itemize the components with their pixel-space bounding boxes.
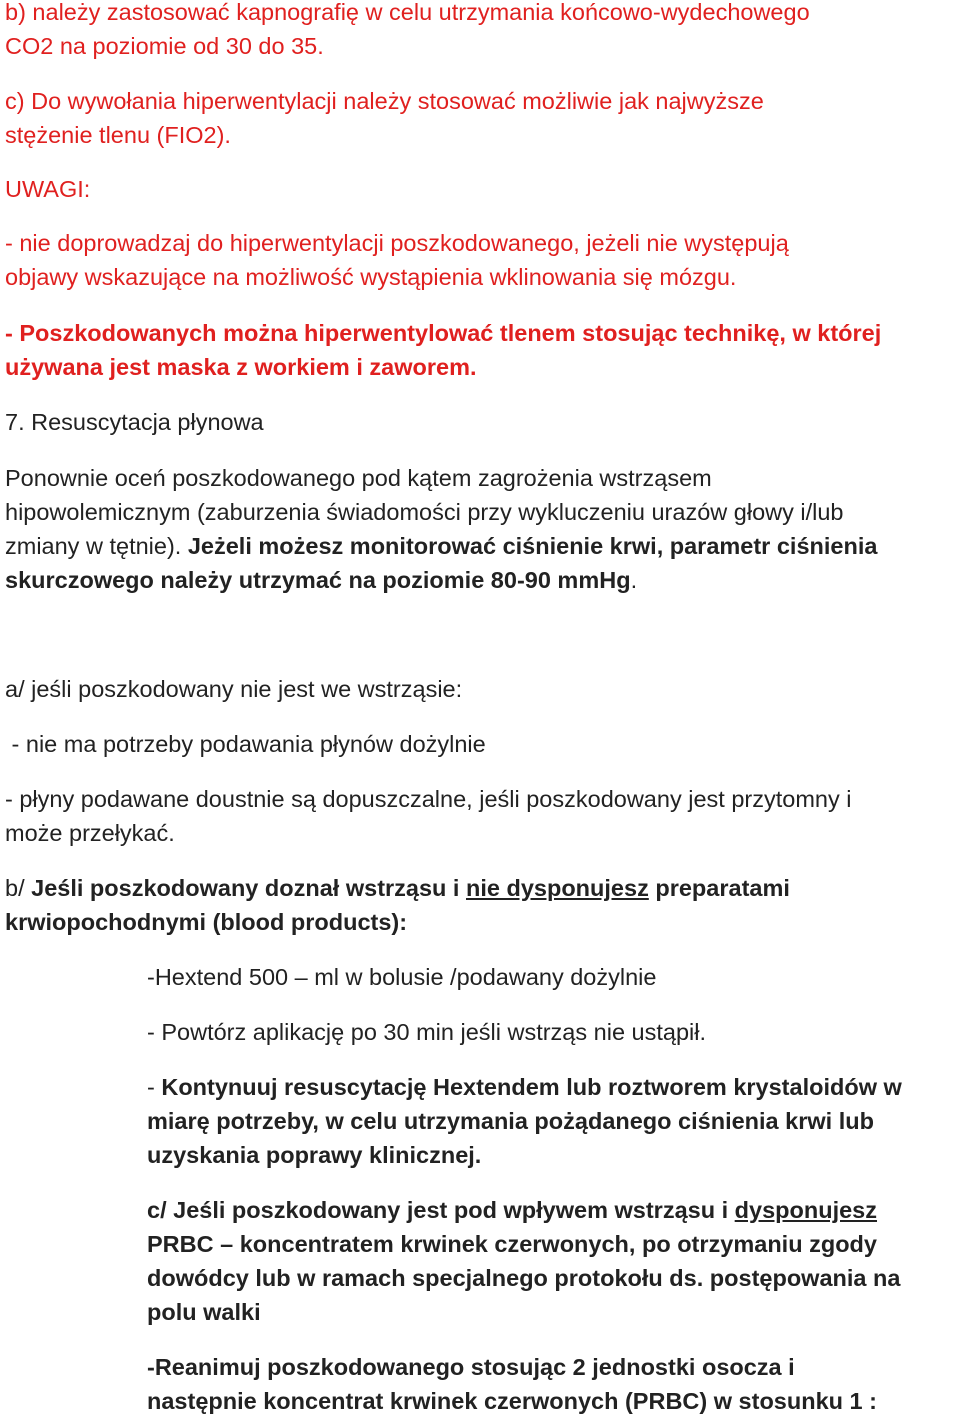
text-line — [147, 1070, 902, 1104]
section-a-item-2 — [5, 782, 851, 850]
text-plain: . — [630, 567, 638, 593]
text-plain: - — [147, 1074, 162, 1100]
text-line: -Reanimuj poszkodowanego stosując 2 jednostki osocza i — [147, 1354, 795, 1380]
text-line: - płyny podawane doustnie są dopuszczalne, jeśli poszkodowany jest przytomny i — [5, 786, 852, 812]
text-line: krwiopochodnymi (blood products): — [5, 909, 408, 935]
section-b-item-1: -Hextend 500 – ml w bolusie /podawany dożylnie — [147, 964, 657, 990]
text-bold: preparatami — [648, 875, 790, 901]
text-line: - nie doprowadzaj do hiperwentylacji poszkodowanego, jeżeli nie występują — [5, 230, 789, 256]
section-a-item-1: - nie ma potrzeby podawania płynów dożylnie — [5, 731, 486, 757]
text-underlined: nie dysponujesz — [466, 875, 649, 901]
text-line: CO2 na poziomie od 30 do 35. — [5, 33, 324, 59]
text-line: b) należy zastosować kapnografię w celu utrzymania końcowo-wydechowego — [5, 0, 810, 25]
text-bold: c/ Jeśli poszkodowany jest pod wpływem wstrząsu i — [147, 1197, 735, 1223]
uwagi-heading: UWAGI: — [5, 176, 91, 202]
text-line: używana jest maska z workiem i zaworem. — [5, 354, 477, 380]
text-line: objawy wskazujące na możliwość wystąpienia wklinowania się mózgu. — [5, 264, 737, 290]
text-underlined: dysponujesz — [734, 1197, 878, 1223]
text-line: - Poszkodowanych można hiperwentylować tlenem stosując technikę, w której — [5, 320, 882, 346]
text-line — [5, 871, 790, 905]
text-line: stężenie tlenu (FIO2). — [5, 122, 231, 148]
paragraph-fio2 — [5, 84, 764, 152]
text-line: c) Do wywołania hiperwentylacji należy stosować możliwie jak najwyższe — [5, 88, 764, 114]
text-line: PRBC – koncentratem krwinek czerwonych, po otrzymaniu zgody — [147, 1231, 877, 1257]
text-plain: zmiany w tętnie). — [5, 533, 188, 559]
section-b-heading — [5, 871, 790, 939]
section-c-heading — [147, 1193, 900, 1329]
paragraph-capnography — [5, 0, 810, 63]
text-line: miarę potrzeby, w celu utrzymania pożądanego ciśnienia krwi lub — [147, 1108, 874, 1134]
text-line: następnie koncentrat krwinek czerwonych (PRBC) w stosunku 1 : — [147, 1388, 877, 1414]
text-bold: skurczowego należy utrzymać na poziomie 80-90 mmHg — [5, 567, 631, 593]
section-7-intro — [5, 461, 877, 597]
text-line — [147, 1193, 900, 1227]
text-plain: b/ — [5, 875, 32, 901]
section-b-item-3 — [147, 1070, 902, 1172]
section-a-heading: a/ jeśli poszkodowany nie jest we wstrząsie: — [5, 676, 463, 702]
section-7-heading: 7. Resuscytacja płynowa — [5, 409, 264, 435]
text-bold: Jeśli poszkodowany doznał wstrząsu i — [31, 875, 466, 901]
text-line: polu walki — [147, 1299, 261, 1325]
text-bold: Jeżeli możesz monitorować ciśnienie krwi, parametr ciśnienia — [187, 533, 878, 559]
text-line — [5, 563, 877, 597]
text-line: dowódcy lub w ramach specjalnego protokołu ds. postępowania na — [147, 1265, 901, 1291]
text-bold: Kontynuuj resuscytację Hextendem lub roztworem krystaloidów w — [161, 1074, 902, 1100]
uwagi-note-2 — [5, 316, 881, 384]
section-b-item-2: - Powtórz aplikację po 30 min jeśli wstrząs nie ustąpił. — [147, 1019, 707, 1045]
text-line: może przełykać. — [5, 820, 175, 846]
section-c-reanimuj — [147, 1350, 877, 1418]
text-line — [5, 529, 877, 563]
uwagi-note-1 — [5, 226, 789, 294]
text-line: uzyskania poprawy klinicznej. — [147, 1142, 482, 1168]
text-line: Ponownie oceń poszkodowanego pod kątem zagrożenia wstrząsem — [5, 465, 712, 491]
text-line: hipowolemicznym (zaburzenia świadomości przy wykluczeniu urazów głowy i/lub — [5, 499, 844, 525]
